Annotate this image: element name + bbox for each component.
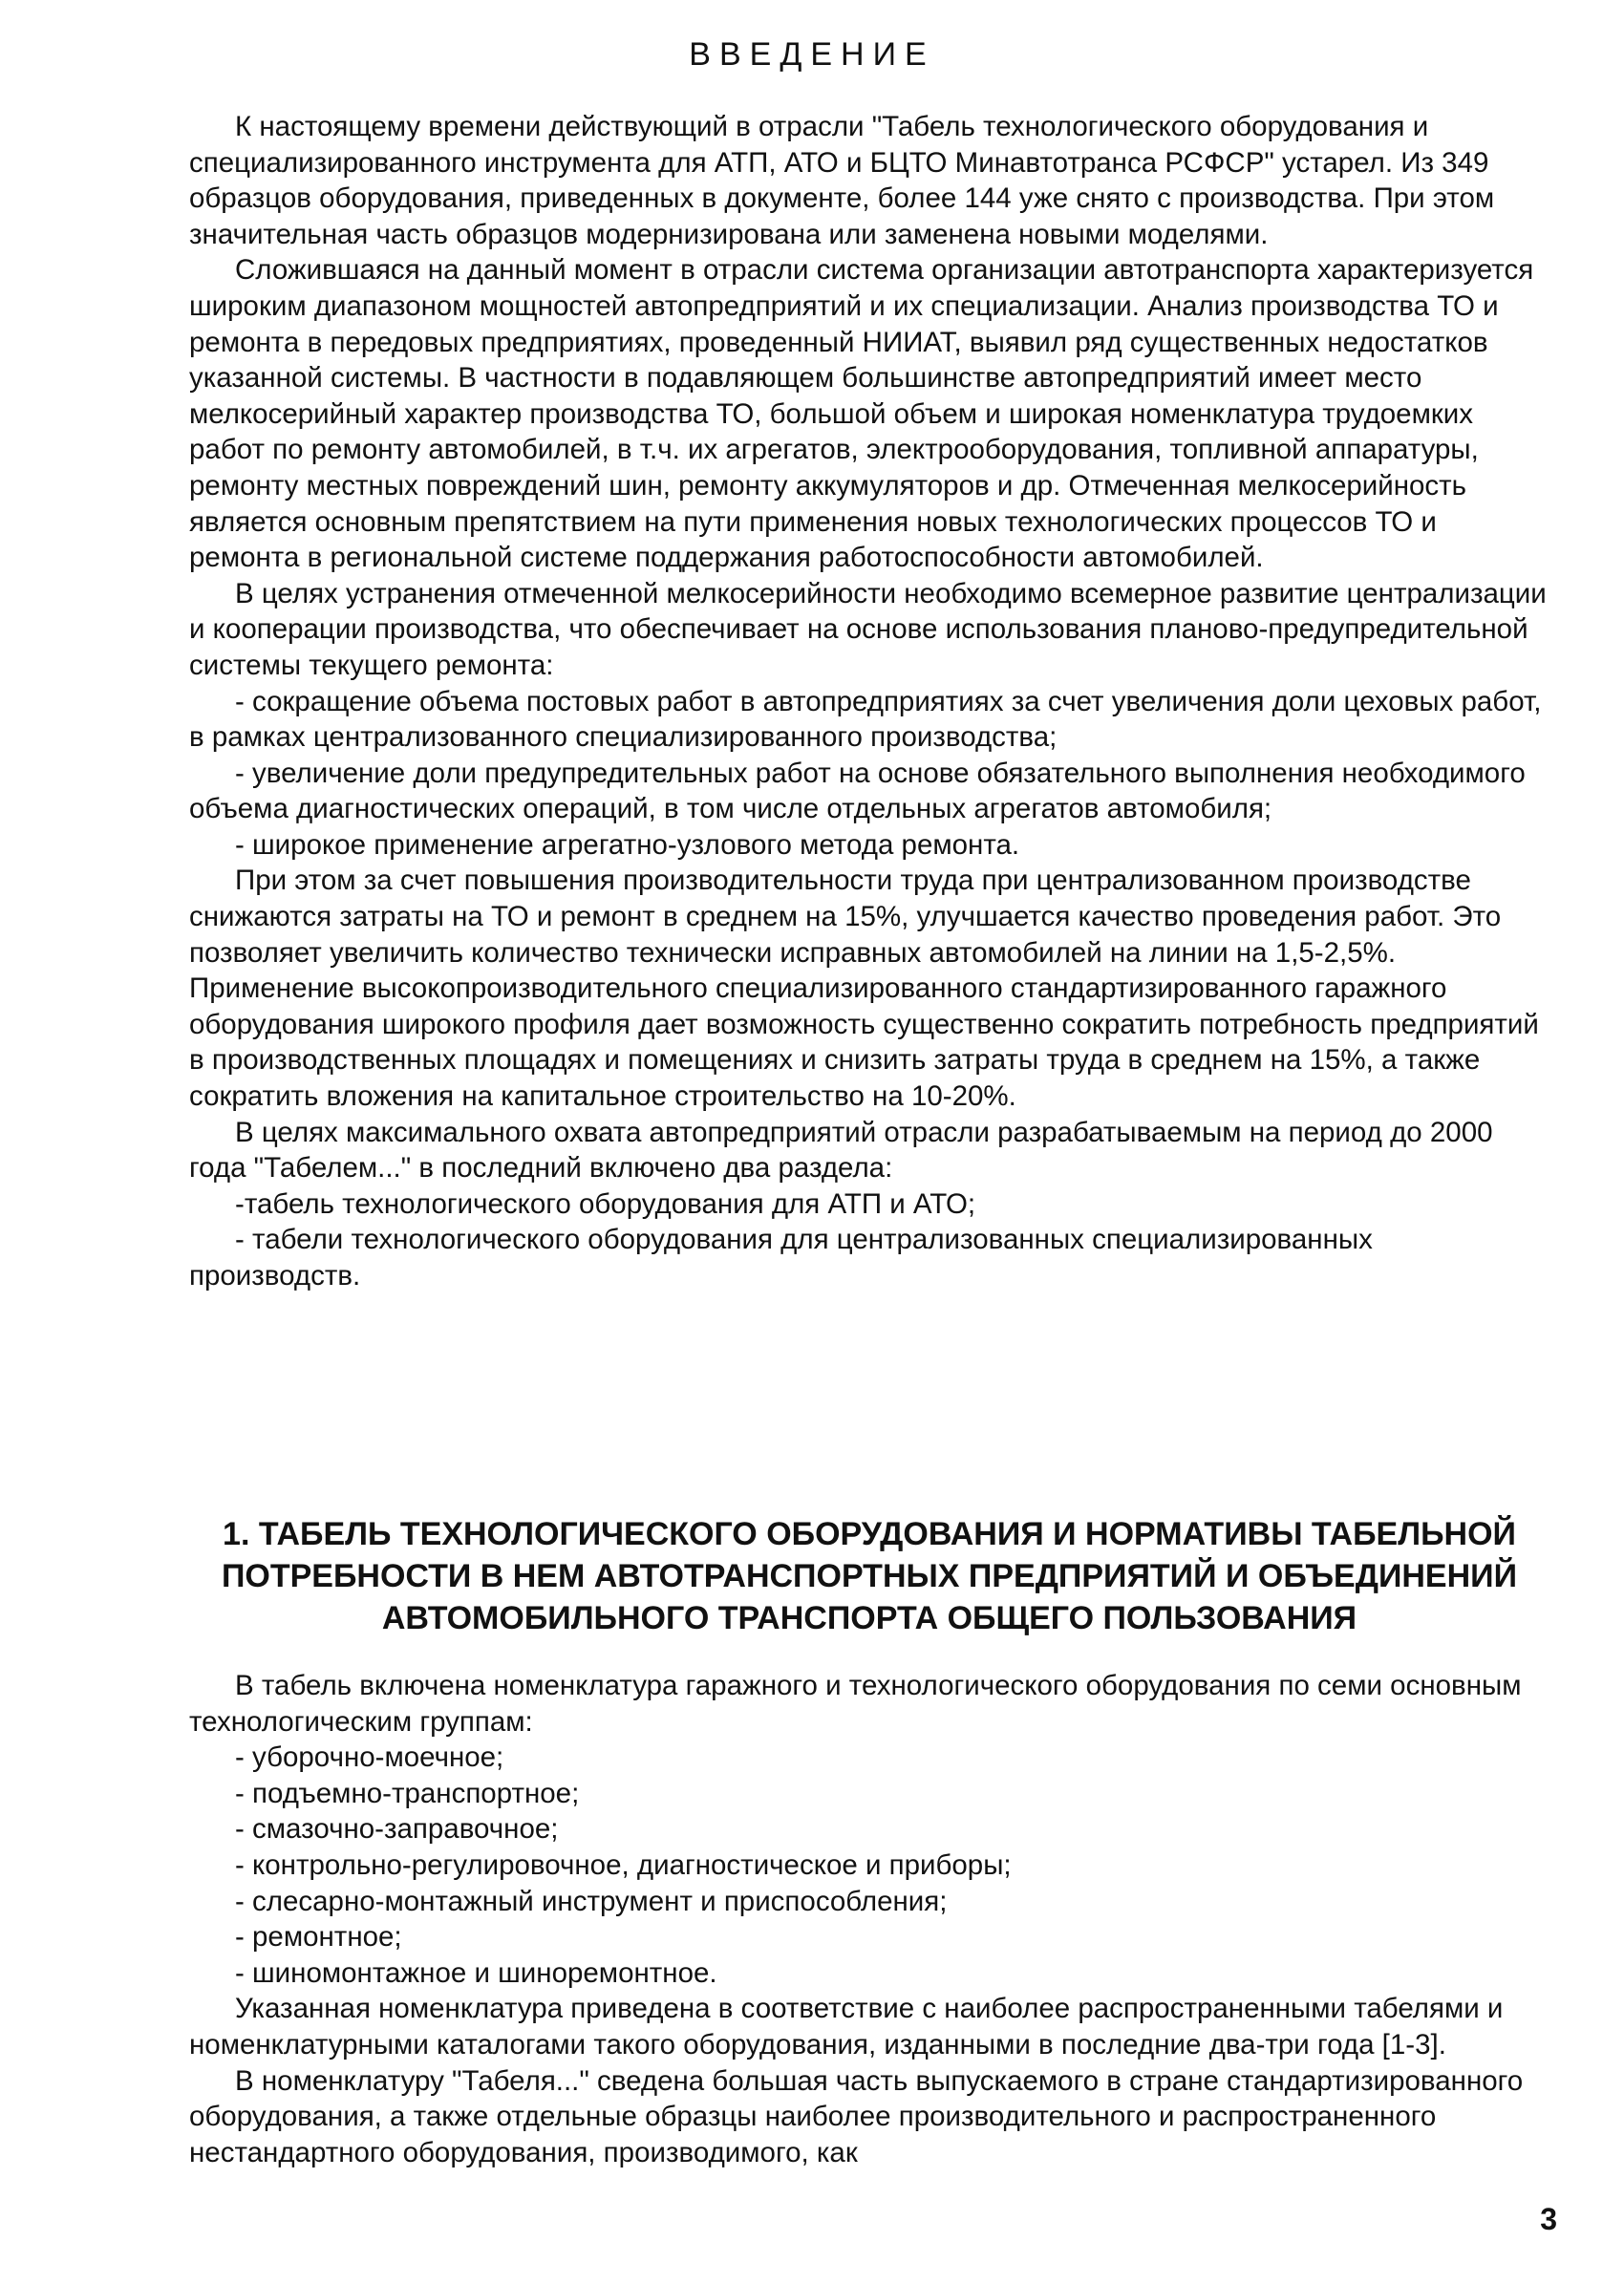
intro-paragraph: В целях максимального охвата автопредприятий отрасли разрабатываемым на период до 2000 года "Табелем..." в последний включено два раздела: <box>189 1116 1493 1185</box>
intro-paragraph: В целях устранения отмеченной мелкосерийности необходимо всемерное развитие централизации и кооперации производства, что обеспечивает на основе использования планово-предупредительной системы текущего ремонта: <box>189 577 1547 681</box>
intro-list-item: -табель технологического оборудования для АТП и АТО; <box>235 1187 976 1220</box>
group-list-item: - слесарно-монтажный инструмент и приспособления; <box>235 1885 948 1917</box>
intro-list-item: - широкое применение агрегатно-узлового метода ремонта. <box>235 828 1020 861</box>
intro-paragraph: При этом за счет повышения производительности труда при централизованном производстве снижаются затраты на ТО и ремонт в среднем на 15%, улучшается качество проведения работ. Это позволяет увеличить количество технически исправных автомобилей на линии на 1,5-2,5%. Применение высокопроизводительного специализированного стандартизированного гаражного оборудования широкого профиля дает возможность существенно сократить потребность предприятий в производственных площадях и помещениях и снизить затраты труда в среднем на 15%, а также сократить вложения на капитальное строительство на 10-20%. <box>189 865 1539 1113</box>
intro-list-item: - табели технологического оборудования для централизованных специализированных производств. <box>189 1224 1373 1292</box>
group-list-item: - уборочно-моечное; <box>235 1741 504 1774</box>
introduction-body <box>189 109 1550 1294</box>
page-number: 3 <box>1540 2202 1557 2236</box>
section-body <box>189 1668 1550 2170</box>
group-list-item: - подъемно-транспортное; <box>235 1777 580 1809</box>
page-heading: ВВЕДЕНИЕ <box>689 36 935 73</box>
intro-paragraph: К настоящему времени действующий в отрасли "Табель технологического оборудования и специализированного инструмента для АТП, АТО и БЦТО Минавтотранса РСФСР" устарел. Из 349 образцов оборудования, приведенных в документе, более 144 уже снято с производства. При этом значительная часть образцов модернизирована или заменена новыми моделями. <box>189 111 1495 250</box>
section-title: 1. ТАБЕЛЬ ТЕХНОЛОГИЧЕСКОГО ОБОРУДОВАНИЯ И НОРМАТИВЫ ТАБЕЛЬНОЙ ПОТРЕБНОСТИ В НЕМ АВТОТРАНСПОРТНЫХ ПРЕДПРИЯТИЙ И ОБЪЕДИНЕНИЙ АВТОМОБИЛЬНОГО ТРАНСПОРТА ОБЩЕГО ПОЛЬЗОВАНИЯ <box>221 1516 1518 1636</box>
section-lead-paragraph: В табель включена номенклатура гаражного и технологического оборудования по семи основным технологическим группам: <box>189 1670 1522 1738</box>
intro-paragraph: Сложившаяся на данный момент в отрасли система организации автотранспорта характеризуется широким диапазоном мощностей автопредприятий и их специализации. Анализ производства ТО и ремонта в передовых предприятиях, проведенный НИИАТ, выявил ряд существенных недостатков указанной системы. В частности в подавляющем большинстве автопредприятий имеет место мелкосерийный характер производства ТО, большой объем и широкая номенклатура трудоемких работ по ремонту автомобилей, в т.ч. их агрегатов, электрооборудования, топливной аппаратуры, ремонту местных повреждений шин, ремонту аккумуляторов и др. Отмеченная мелкосерийность является основным препятствием на пути применения новых технологических процессов ТО и ремонта в региональной системе поддержания работоспособности автомобилей. <box>189 254 1534 574</box>
group-list-item: - смазочно-заправочное; <box>235 1813 559 1846</box>
section-paragraph: В номенклатуру "Табеля..." сведена большая часть выпускаемого в стране стандартизированного оборудования, а также отдельные образцы наиболее производительного и распространенного нестандартного оборудования, производимого, как <box>189 2064 1524 2168</box>
group-list-item: - шиномонтажное и шиноремонтное. <box>235 1956 717 1989</box>
intro-list-item: - сокращение объема постовых работ в автопредприятиях за счет увеличения доли цеховых работ, в рамках централизованного специализированного производства; <box>189 685 1542 754</box>
group-list-item: - ремонтное; <box>235 1921 402 1954</box>
intro-list-item: - увеличение доли предупредительных работ на основе обязательного выполнения необходимого объема диагностических операций, в том числе отдельных агрегатов автомобиля; <box>189 757 1526 825</box>
section-paragraph: Указанная номенклатура приведена в соответствие с наиболее распространенными табелями и номенклатурными каталогами такого оборудования, изданными в последние два-три года [1-3]. <box>189 1993 1504 2061</box>
group-list-item: - контрольно-регулировочное, диагностическое и приборы; <box>235 1848 1012 1881</box>
